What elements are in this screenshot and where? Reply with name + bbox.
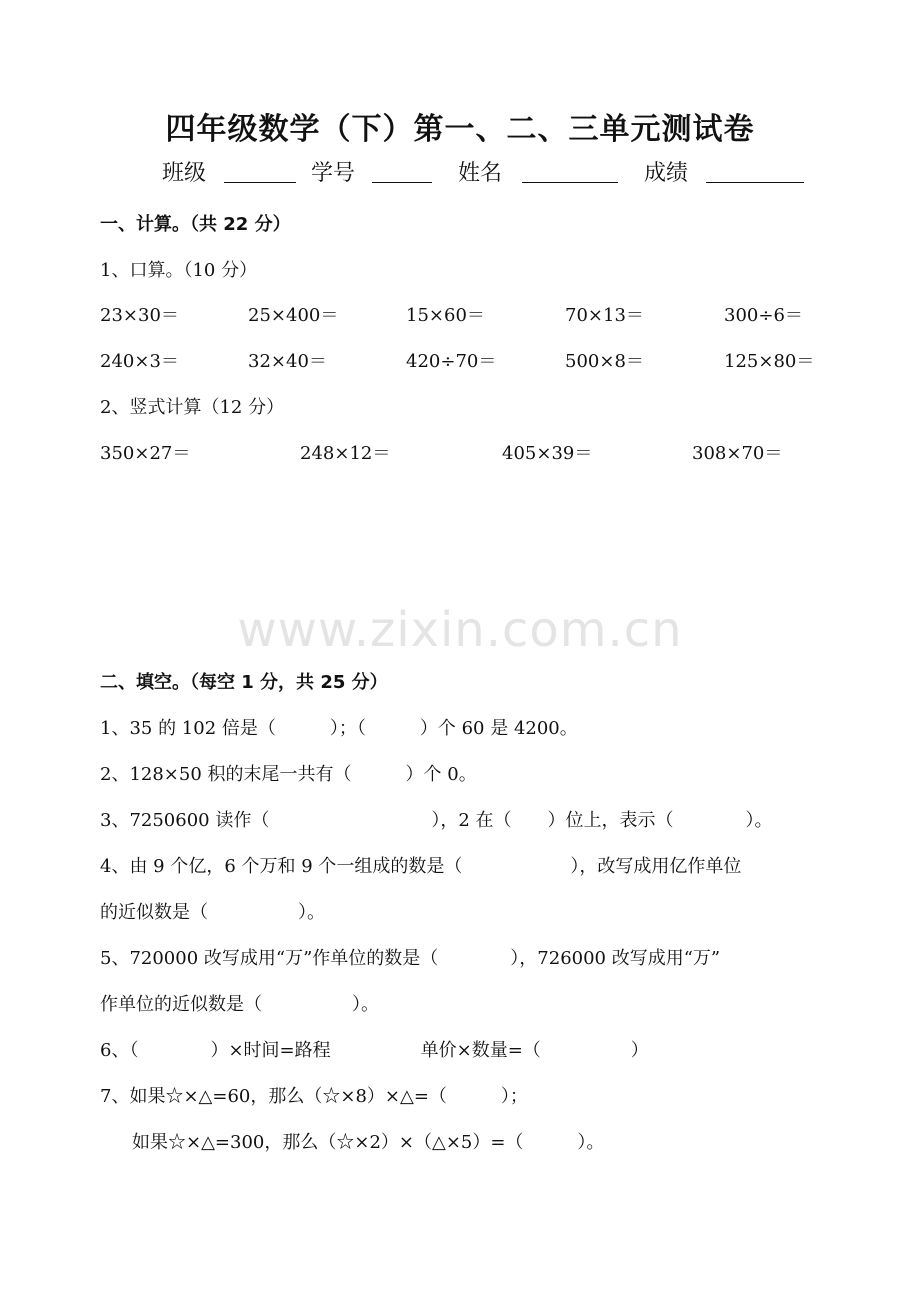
fill-question: 4、由 9 个亿，6 个万和 9 个一组成的数是（ ），改写成用亿作单位 [100,856,742,877]
class-blank[interactable] [224,160,296,183]
oral-item: 500×8＝ [565,351,644,372]
fill-question-continued: 作单位的近似数是（ ）。 [100,994,379,1015]
oral-item: 240×3＝ [100,351,179,372]
name-label: 姓名 [458,161,503,186]
fill-question-continued: 如果☆×△=300，那么（☆×2）×（△×5）=（ ）。 [132,1132,605,1153]
vertical-item: 405×39＝ [502,443,593,464]
oral-item: 420÷70＝ [406,351,497,372]
student-number-blank[interactable] [372,160,432,183]
oral-item: 70×13＝ [565,305,644,326]
oral-item: 23×30＝ [100,305,179,326]
fill-question: 2、128×50 积的末尾一共有（ ）个 0。 [100,764,477,785]
class-label: 班级 [162,161,207,186]
oral-item: 32×40＝ [248,351,327,372]
oral-item: 25×400＝ [248,305,339,326]
watermark: www.zixin.com.cn [237,602,683,658]
fill-question: 5、720000 改写成用“万”作单位的数是（ ），726000 改写成用“万” [100,948,721,969]
score-label: 成绩 [644,161,689,186]
vertical-item: 350×27＝ [100,443,191,464]
fill-question: 3、7250600 读作（ ），2 在（ ）位上，表示（ ）。 [100,810,773,831]
fill-question: 1、35 的 102 倍是（ ）；（ ）个 60 是 4200。 [100,718,578,739]
fill-question: 6、（ ）×时间=路程 单价×数量=（ ） [100,1040,649,1061]
section1-heading: 一、计算。（共 22 分） [100,214,291,235]
oral-item: 300÷6＝ [724,305,803,326]
page-title: 四年级数学（下）第一、二、三单元测试卷 [165,112,755,147]
score-blank[interactable] [706,160,804,183]
fill-question-continued: 的近似数是（ ）。 [100,902,325,923]
oral-item: 125×80＝ [724,351,815,372]
vertical-calc-heading: 2、竖式计算（12 分） [100,397,285,418]
vertical-item: 308×70＝ [692,443,783,464]
oral-item: 15×60＝ [406,305,485,326]
student-number-label: 学号 [311,161,356,186]
section2-heading: 二、填空。（每空 1 分，共 25 分） [100,672,388,693]
name-blank[interactable] [522,160,618,183]
fill-question: 7、如果☆×△=60，那么（☆×8）×△=（ ）； [100,1086,528,1107]
vertical-item: 248×12＝ [300,443,391,464]
oral-calc-heading: 1、口算。（10 分） [100,260,258,281]
